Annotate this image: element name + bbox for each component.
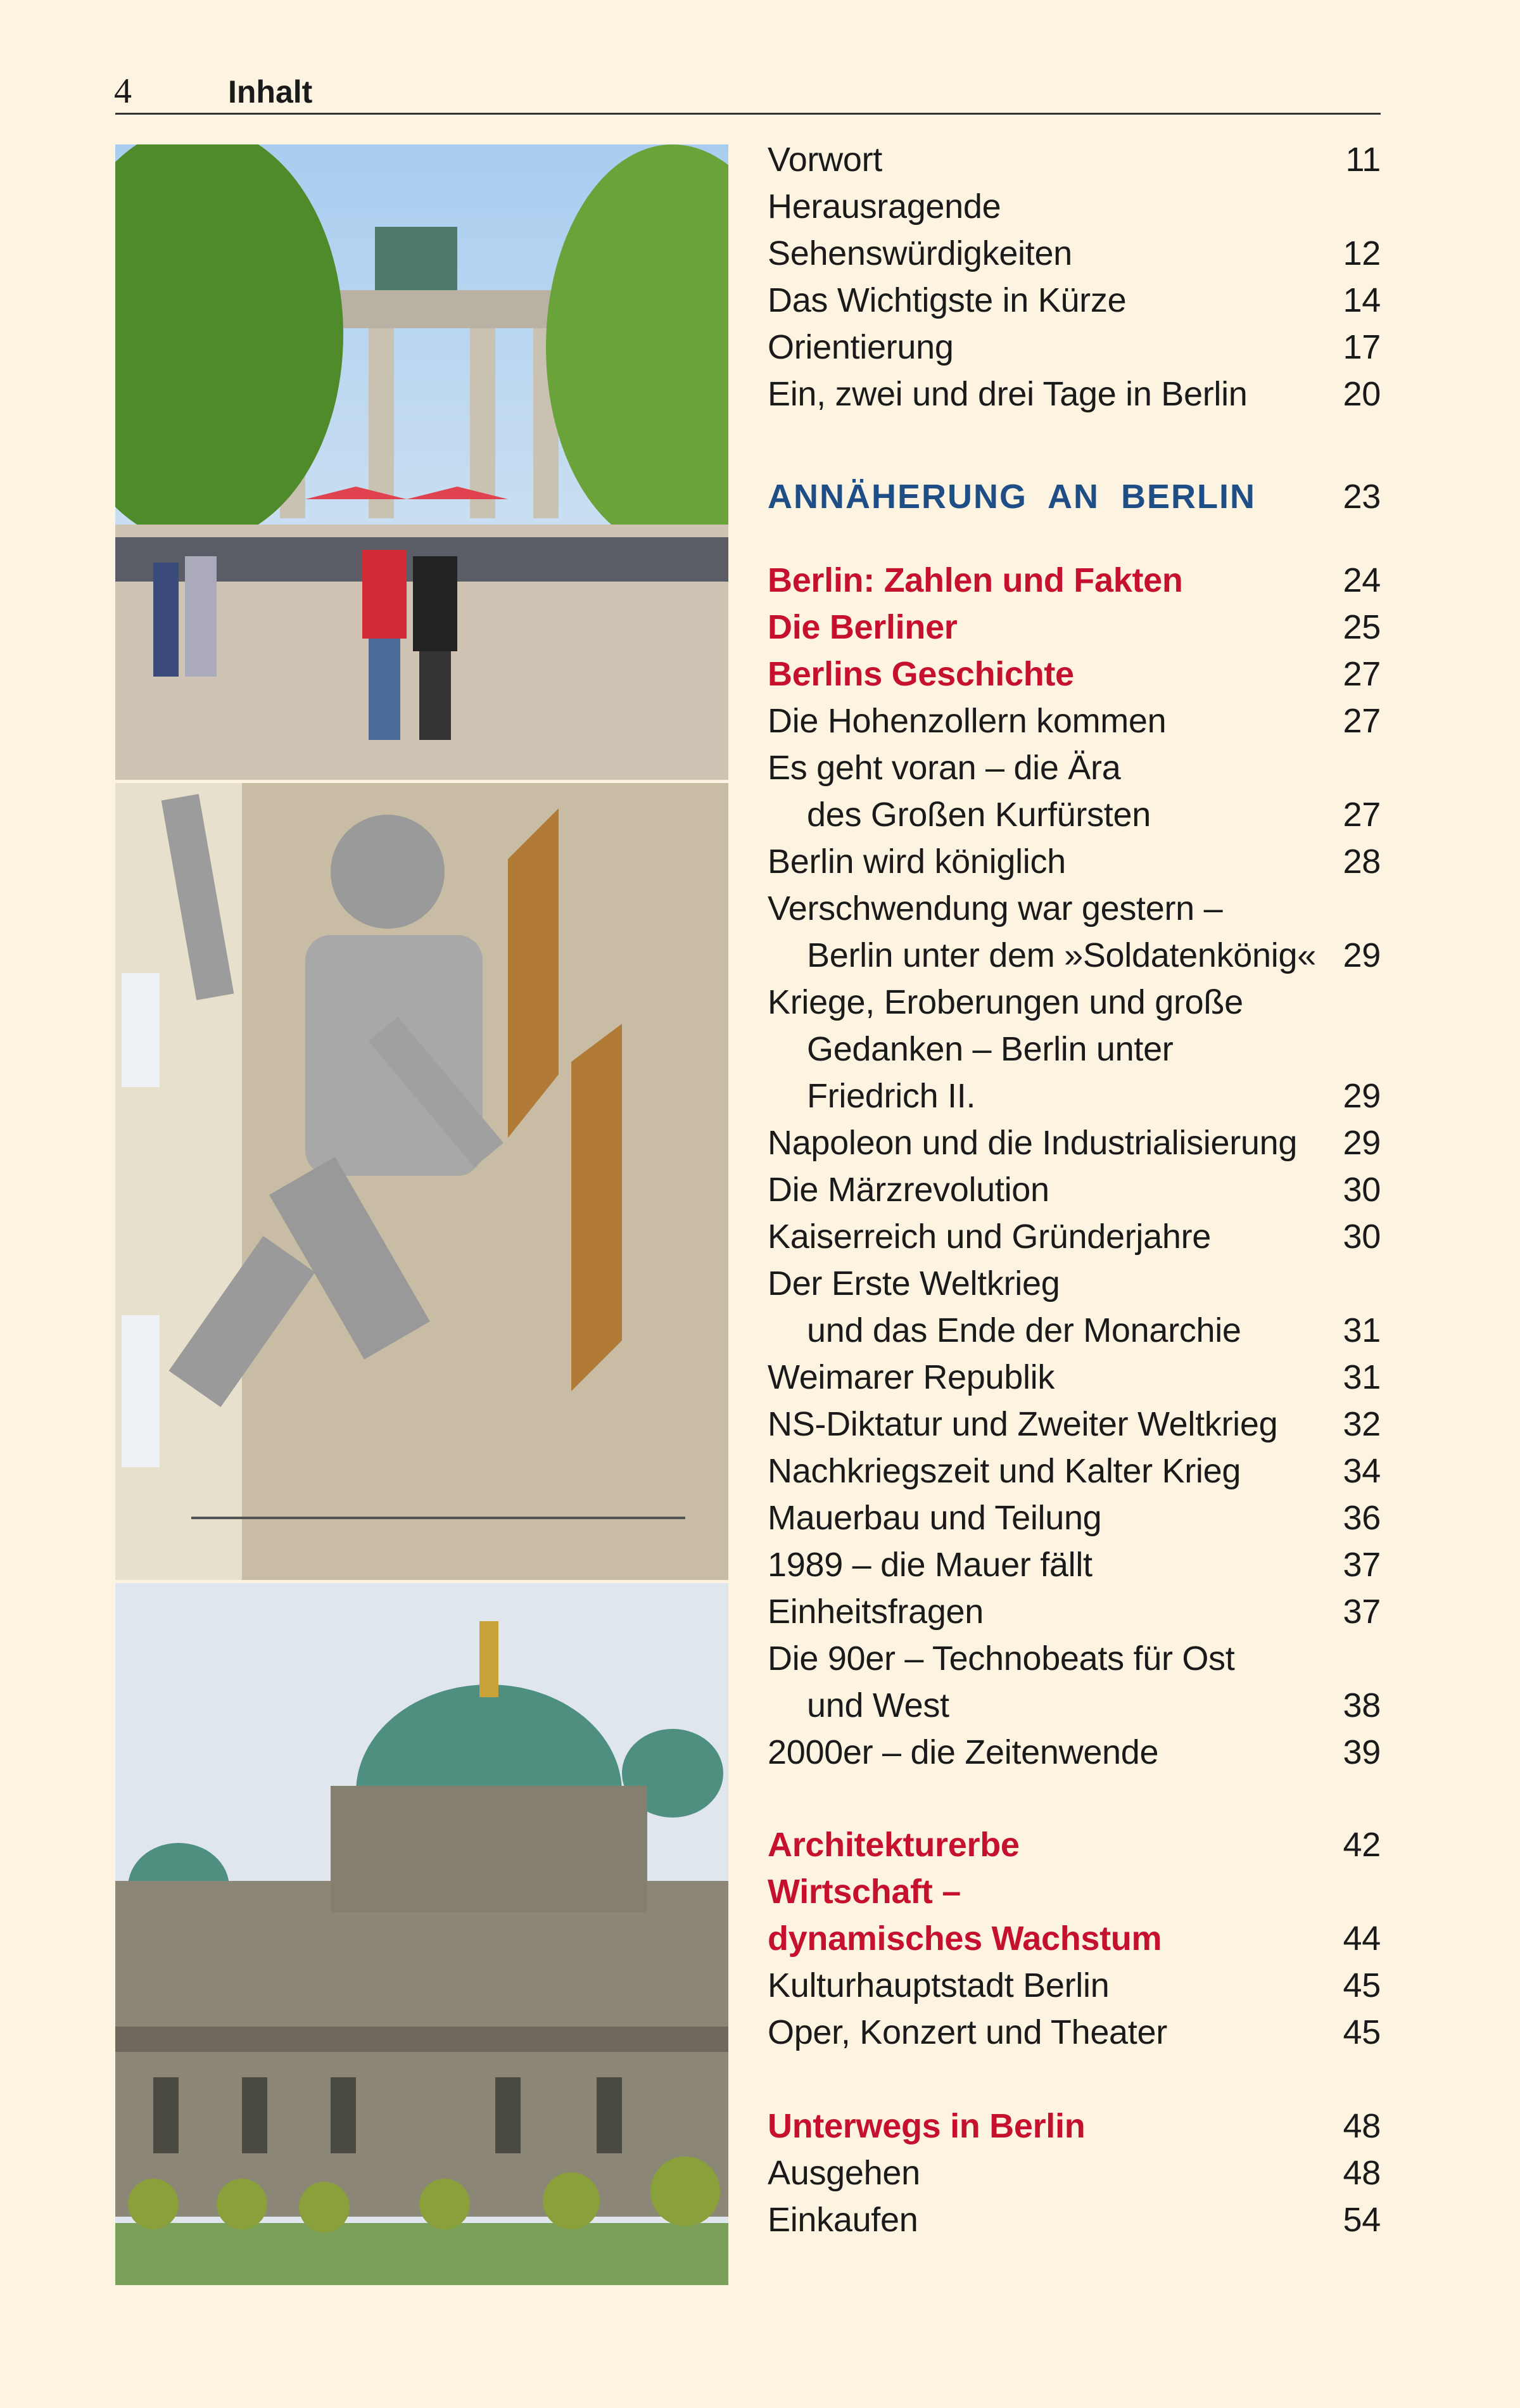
toc-line [768,932,1381,979]
toc-entry[interactable] [768,1401,1381,1448]
toc-line [768,1541,1381,1588]
toc-line [768,604,1381,651]
toc-entry[interactable] [768,1729,1381,1776]
toc-entry-title: Berlins Geschichte [768,655,1074,693]
toc-entry-title: Sehenswürdigkeiten [768,234,1072,272]
toc-entry-title: Orientierung [768,328,954,366]
toc-entry-title: des Großen Kurfürsten [807,796,1151,834]
toc-line [768,1729,1381,1776]
toc-entry[interactable] [768,2009,1381,2056]
toc-entry-title: Einkaufen [768,2201,918,2239]
toc-entry[interactable] [768,1962,1381,2009]
toc-entry-title: Es geht voran – die Ära [768,749,1121,787]
toc-page-number: 12 [1343,234,1381,272]
toc-entry[interactable] [768,1588,1381,1635]
toc-page-number: 45 [1343,2013,1381,2051]
toc-entry[interactable] [768,979,1381,1119]
toc-entry-title: Das Wichtigste in Kürze [768,281,1127,319]
toc-section [768,2103,1381,2243]
page-number: 4 [114,72,132,111]
toc-entry-title: Die Berliner [768,608,958,646]
toc-entry-title: Oper, Konzert und Theater [768,2013,1167,2051]
brandenburger-tor-photo [115,144,728,780]
toc-entry-title: 2000er – die Zeitenwende [768,1733,1159,1771]
toc-entry[interactable] [768,2103,1381,2150]
toc-entry-title: Mauerbau und Teilung [768,1499,1102,1537]
toc-line [768,277,1381,324]
toc-entry[interactable] [768,277,1381,324]
toc-line [768,473,1381,520]
toc-section [768,473,1381,520]
toc-entry-title: Napoleon und die Industrialisierung [768,1124,1298,1162]
toc-entry[interactable] [768,473,1381,520]
toc-entry[interactable] [768,1119,1381,1166]
toc-entry-title: Kulturhauptstadt Berlin [768,1966,1110,2004]
toc-page-number: 25 [1343,608,1381,646]
toc-line [768,791,1381,838]
toc-page-number: 20 [1343,375,1381,413]
toc-entry-title: und das Ende der Monarchie [807,1311,1241,1349]
toc-line [768,1354,1381,1401]
toc-page-number: 29 [1343,1124,1381,1162]
toc-entry-title: Herausragende [768,188,1001,226]
toc-line [768,1962,1381,2009]
toc-line [768,1260,1381,1307]
toc-page-number: 42 [1343,1826,1381,1864]
toc-page-number: 39 [1343,1733,1381,1771]
toc-line [768,1915,1381,1962]
toc-entry-title: Berlin unter dem »Soldatenkönig« [807,936,1316,974]
toc-line [768,651,1381,698]
toc-page-number: 38 [1343,1686,1381,1724]
toc-page-number: 36 [1343,1499,1381,1537]
table-of-contents [768,136,1381,2243]
toc-line [768,2009,1381,2056]
toc-entry-title: Nachkriegszeit und Kalter Krieg [768,1452,1241,1490]
toc-entry[interactable] [768,1354,1381,1401]
toc-entry-title: Die Hohenzollern kommen [768,702,1167,740]
toc-entry-title: Wirtschaft – [768,1873,961,1911]
toc-entry-title: Gedanken – Berlin unter [807,1030,1174,1068]
toc-line [768,838,1381,885]
toc-page-number: 32 [1343,1405,1381,1443]
toc-entry-title: Vorwort [768,141,882,179]
toc-page-number: 45 [1343,1966,1381,2004]
toc-page-number: 54 [1343,2201,1381,2239]
page-title: Inhalt [228,74,313,110]
toc-entry[interactable] [768,1541,1381,1588]
toc-entry[interactable] [768,698,1381,744]
toc-page-number: 37 [1343,1593,1381,1631]
toc-page-number: 27 [1343,655,1381,693]
toc-line [768,979,1381,1026]
toc-page-number: 17 [1343,328,1381,366]
toc-entry[interactable] [768,136,1381,183]
toc-entry[interactable] [768,557,1381,604]
toc-line [768,1494,1381,1541]
toc-page-number: 29 [1343,1077,1381,1115]
toc-entry-title: Die Märzrevolution [768,1171,1049,1209]
toc-line [768,1821,1381,1868]
toc-line [768,1166,1381,1213]
toc-entry-title: Ausgehen [768,2154,920,2192]
toc-section [768,557,1381,1776]
toc-page-number: 11 [1345,141,1381,179]
toc-line [768,1448,1381,1494]
toc-entry[interactable] [768,1166,1381,1213]
toc-line [768,2150,1381,2196]
toc-line [768,371,1381,417]
toc-entry[interactable] [768,2150,1381,2196]
toc-line [768,1588,1381,1635]
toc-page-number: 34 [1343,1452,1381,1490]
toc-page-number: 48 [1343,2154,1381,2192]
conrad-schumann-statue-photo [115,783,728,1580]
toc-entry-title: Architekturerbe [768,1826,1020,1864]
toc-entry-title: Der Erste Weltkrieg [768,1265,1060,1303]
toc-line [768,698,1381,744]
toc-entry-title: Verschwendung war gestern – [768,889,1223,927]
toc-entry-title: Kaiserreich und Gründerjahre [768,1218,1211,1256]
toc-line [768,1307,1381,1354]
toc-line [768,885,1381,932]
toc-page-number: 48 [1343,2107,1381,2145]
toc-line [768,230,1381,277]
toc-page-number: 27 [1343,796,1381,834]
toc-line [768,2196,1381,2243]
toc-page-number: 23 [1343,478,1381,516]
toc-line [768,1213,1381,1260]
toc-page-number: 30 [1343,1218,1381,1256]
toc-line [768,1026,1381,1073]
toc-line [768,557,1381,604]
toc-entry-title: Ein, zwei und drei Tage in Berlin [768,375,1248,413]
toc-entry-title: Friedrich II. [807,1077,976,1115]
toc-line [768,1635,1381,1682]
toc-entry[interactable] [768,1260,1381,1354]
toc-page-number: 31 [1343,1358,1381,1396]
toc-line [768,1119,1381,1166]
toc-entry[interactable] [768,604,1381,651]
toc-line [768,1682,1381,1729]
toc-section [768,1821,1381,2056]
toc-page-number: 14 [1343,281,1381,319]
toc-line [768,136,1381,183]
toc-entry-title: Berlin: Zahlen und Fakten [768,561,1183,599]
toc-page-number: 29 [1343,936,1381,974]
toc-entry[interactable] [768,885,1381,979]
toc-line [768,744,1381,791]
toc-entry-title: Weimarer Republik [768,1358,1055,1396]
toc-entry[interactable] [768,651,1381,698]
toc-line [768,183,1381,230]
toc-page-number: 27 [1343,702,1381,740]
toc-page-number: 31 [1343,1311,1381,1349]
toc-entry-title: und West [807,1686,949,1724]
toc-entry[interactable] [768,324,1381,371]
toc-entry[interactable] [768,1494,1381,1541]
toc-page-number: 24 [1343,561,1381,599]
toc-entry[interactable] [768,838,1381,885]
toc-entry[interactable] [768,1635,1381,1729]
toc-entry-title: ANNÄHERUNG AN BERLIN [768,478,1256,516]
toc-entry-title: Unterwegs in Berlin [768,2107,1086,2145]
toc-entry-title: Kriege, Eroberungen und große [768,983,1243,1021]
toc-entry-title: Einheitsfragen [768,1593,984,1631]
toc-entry[interactable] [768,371,1381,417]
toc-page-number: 30 [1343,1171,1381,1209]
toc-page-number: 44 [1343,1920,1381,1958]
toc-line [768,324,1381,371]
toc-entry-title: dynamisches Wachstum [768,1920,1162,1958]
toc-page-number: 28 [1343,843,1381,881]
toc-entry[interactable] [768,1868,1381,1962]
berliner-dom-photo [115,1583,728,2285]
toc-section [768,136,1381,417]
toc-entry[interactable] [768,744,1381,838]
header-rule [115,113,1381,115]
toc-entry-title: Die 90er – Technobeats für Ost [768,1640,1235,1678]
toc-entry[interactable] [768,1821,1381,1868]
toc-entry[interactable] [768,183,1381,277]
toc-entry-title: NS-Diktatur und Zweiter Weltkrieg [768,1405,1278,1443]
toc-line [768,1868,1381,1915]
toc-entry[interactable] [768,2196,1381,2243]
toc-line [768,2103,1381,2150]
toc-line [768,1401,1381,1448]
toc-entry[interactable] [768,1213,1381,1260]
toc-entry-title: 1989 – die Mauer fällt [768,1546,1092,1584]
toc-line [768,1073,1381,1119]
toc-entry-title: Berlin wird königlich [768,843,1066,881]
toc-page-number: 37 [1343,1546,1381,1584]
toc-entry[interactable] [768,1448,1381,1494]
